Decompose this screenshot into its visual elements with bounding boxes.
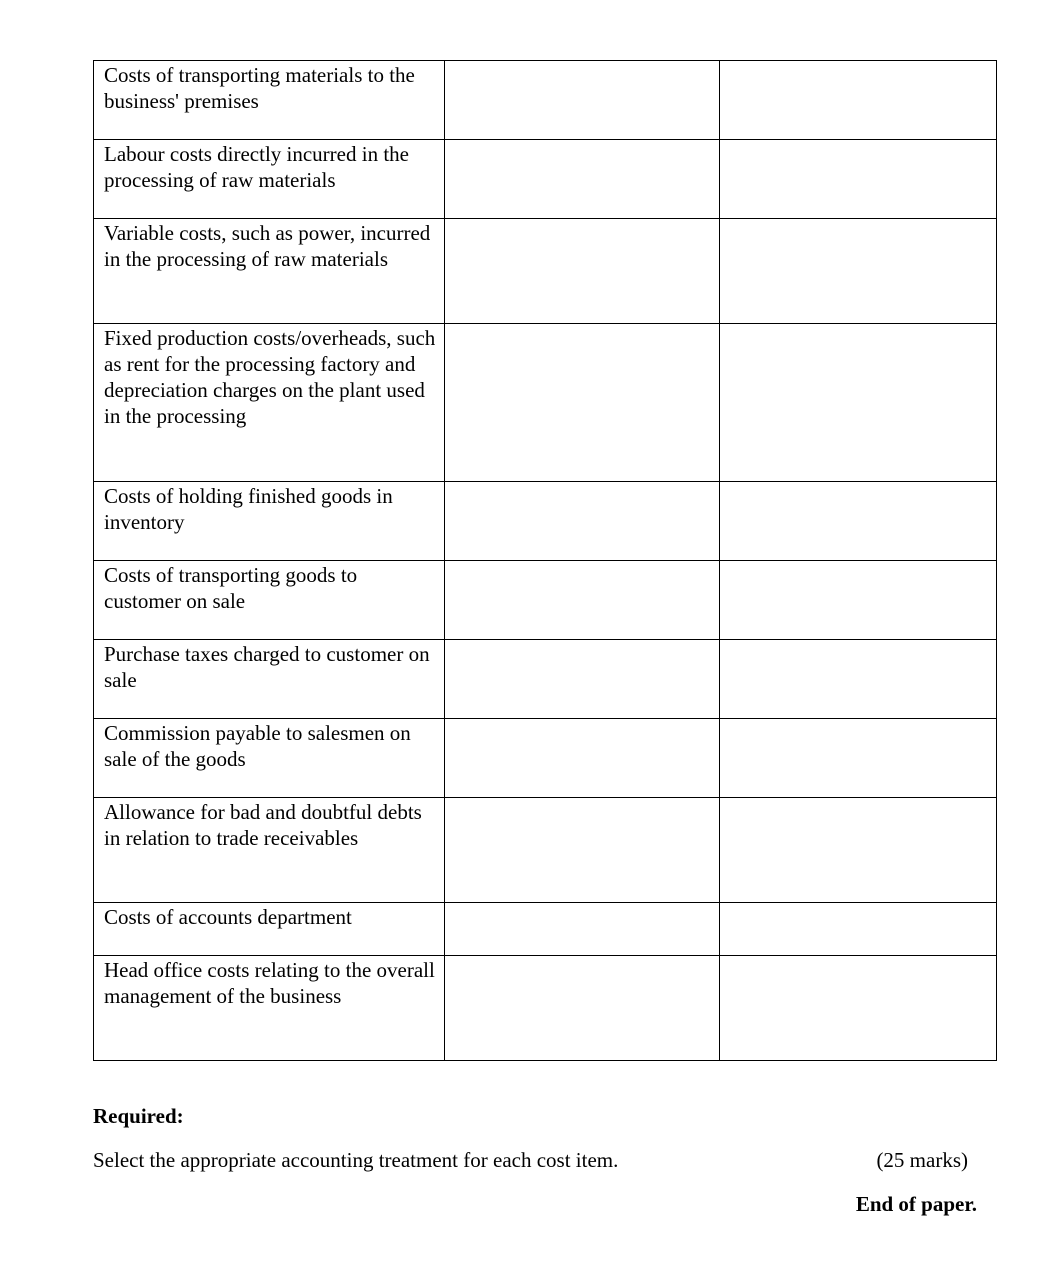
cost-item-cell bbox=[94, 324, 445, 482]
treatment-answer-cell[interactable] bbox=[720, 956, 997, 1061]
cost-item-text: Costs of transporting materials to the business' premises bbox=[104, 63, 415, 113]
treatment-answer-cell[interactable] bbox=[720, 561, 997, 640]
treatment-answer-cell[interactable] bbox=[720, 640, 997, 719]
question-instruction: Select the appropriate accounting treatment for each cost item. bbox=[93, 1148, 619, 1172]
required-heading: Required: bbox=[93, 1104, 184, 1128]
cost-item-cell bbox=[94, 956, 445, 1061]
cost-item-text: Purchase taxes charged to customer on sale bbox=[104, 642, 430, 692]
marks-allocation: (25 marks) bbox=[876, 1148, 968, 1172]
cost-item-text: Variable costs, such as power, incurred in the processing of raw materials bbox=[104, 221, 431, 271]
table-row bbox=[94, 140, 997, 219]
treatment-answer-cell[interactable] bbox=[445, 798, 720, 903]
treatment-answer-cell[interactable] bbox=[445, 61, 720, 140]
cost-item-text: Costs of transporting goods to customer on sale bbox=[104, 563, 358, 613]
treatment-answer-cell[interactable] bbox=[720, 219, 997, 324]
treatment-answer-cell[interactable] bbox=[445, 640, 720, 719]
cost-item-cell bbox=[94, 719, 445, 798]
table-row bbox=[94, 219, 997, 324]
table-row bbox=[94, 903, 997, 956]
treatment-answer-cell[interactable] bbox=[720, 482, 997, 561]
treatment-answer-cell[interactable] bbox=[445, 324, 720, 482]
cost-item-cell bbox=[94, 140, 445, 219]
table-row bbox=[94, 482, 997, 561]
table-row bbox=[94, 798, 997, 903]
treatment-answer-cell[interactable] bbox=[720, 903, 997, 956]
cost-item-text: Costs of accounts department bbox=[104, 905, 352, 929]
cost-item-text: Fixed production costs/overheads, such as rent for the processing factory and depreciation charges on the plant used in the processing bbox=[104, 326, 436, 428]
treatment-answer-cell[interactable] bbox=[720, 61, 997, 140]
table-row bbox=[94, 956, 997, 1061]
cost-item-cell bbox=[94, 561, 445, 640]
cost-item-cell bbox=[94, 798, 445, 903]
table-row bbox=[94, 61, 997, 140]
table-row bbox=[94, 640, 997, 719]
cost-item-cell bbox=[94, 61, 445, 140]
treatment-answer-cell[interactable] bbox=[445, 903, 720, 956]
cost-item-text: Allowance for bad and doubtful debts in relation to trade receivables bbox=[104, 800, 422, 850]
cost-items-table bbox=[93, 60, 997, 1061]
treatment-answer-cell[interactable] bbox=[445, 719, 720, 798]
table-row bbox=[94, 561, 997, 640]
treatment-answer-cell[interactable] bbox=[445, 956, 720, 1061]
cost-item-cell bbox=[94, 903, 445, 956]
cost-item-text: Commission payable to salesmen on sale of the goods bbox=[104, 721, 411, 771]
treatment-answer-cell[interactable] bbox=[720, 798, 997, 903]
cost-item-cell bbox=[94, 219, 445, 324]
treatment-answer-cell[interactable] bbox=[720, 324, 997, 482]
treatment-answer-cell[interactable] bbox=[720, 140, 997, 219]
table-row bbox=[94, 719, 997, 798]
treatment-answer-cell[interactable] bbox=[445, 219, 720, 324]
cost-item-text: Labour costs directly incurred in the processing of raw materials bbox=[104, 142, 409, 192]
cost-item-cell bbox=[94, 482, 445, 561]
table-row bbox=[94, 324, 997, 482]
cost-item-text: Costs of holding finished goods in inventory bbox=[104, 484, 393, 534]
end-of-paper-text: End of paper. bbox=[855, 1192, 977, 1216]
cost-item-cell bbox=[94, 640, 445, 719]
treatment-answer-cell[interactable] bbox=[445, 140, 720, 219]
treatment-answer-cell[interactable] bbox=[445, 482, 720, 561]
cost-item-text: Head office costs relating to the overall management of the business bbox=[104, 958, 435, 1008]
treatment-answer-cell[interactable] bbox=[445, 561, 720, 640]
treatment-answer-cell[interactable] bbox=[720, 719, 997, 798]
